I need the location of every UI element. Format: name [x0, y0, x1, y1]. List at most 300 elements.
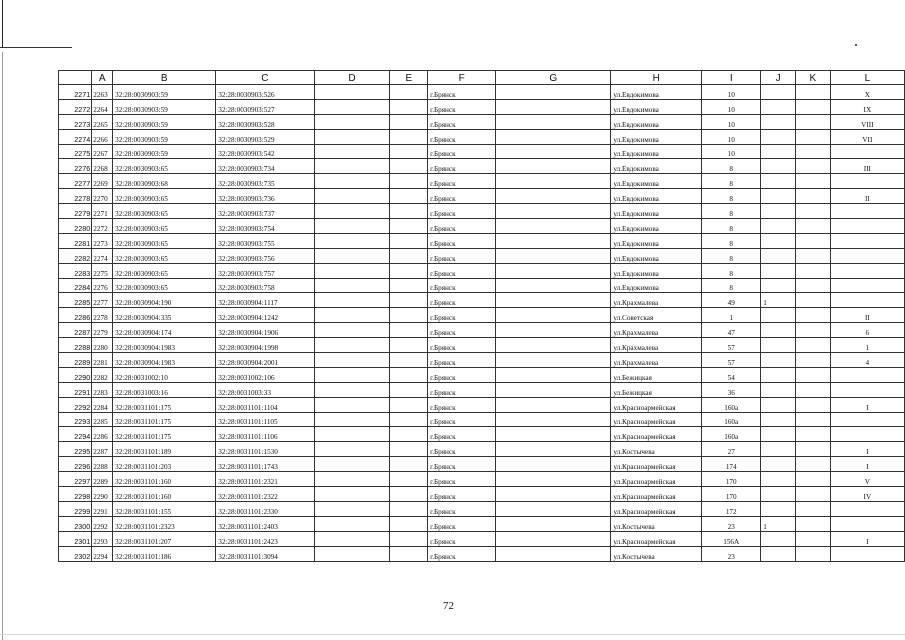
cell-j[interactable] — [761, 338, 796, 353]
cell-b[interactable]: 32:28:0030903:65 — [113, 159, 216, 174]
cell-b[interactable]: 32:28:0031101:186 — [113, 546, 216, 561]
cell-h[interactable]: ул.Красноармейская — [611, 472, 702, 487]
cell-k[interactable] — [795, 144, 830, 159]
cell-l[interactable]: I — [830, 397, 904, 412]
cell-j[interactable] — [761, 278, 796, 293]
cell-b[interactable]: 32:28:0030903:59 — [113, 85, 216, 100]
cell-g[interactable] — [496, 323, 611, 338]
cell-c[interactable]: 32:28:0031101:1106 — [216, 427, 314, 442]
cell-b[interactable]: 32:28:0031101:175 — [113, 412, 216, 427]
cell-e[interactable] — [390, 189, 428, 204]
cell-l[interactable]: III — [830, 159, 904, 174]
cell-d[interactable] — [314, 85, 390, 100]
row-number[interactable]: 2283 — [59, 263, 92, 278]
cell-g[interactable] — [496, 338, 611, 353]
cell-d[interactable] — [314, 323, 390, 338]
column-header[interactable]: D — [314, 71, 390, 85]
cell-f[interactable]: г.Брянск — [428, 353, 496, 368]
cell-k[interactable] — [795, 412, 830, 427]
cell-a[interactable]: 2266 — [92, 129, 113, 144]
cell-a[interactable]: 2292 — [92, 516, 113, 531]
cell-e[interactable] — [390, 442, 428, 457]
cell-b[interactable]: 32:28:0030903:65 — [113, 233, 216, 248]
cell-e[interactable] — [390, 531, 428, 546]
cell-l[interactable]: V — [830, 472, 904, 487]
cell-b[interactable]: 32:28:0030903:59 — [113, 114, 216, 129]
cell-j[interactable]: 1 — [761, 293, 796, 308]
cell-h[interactable]: ул.Красноармейская — [611, 412, 702, 427]
column-header[interactable]: I — [702, 71, 761, 85]
cell-a[interactable]: 2285 — [92, 412, 113, 427]
cell-b[interactable]: 32:28:0030903:65 — [113, 219, 216, 234]
cell-e[interactable] — [390, 248, 428, 263]
cell-i[interactable]: 57 — [702, 338, 761, 353]
cell-e[interactable] — [390, 204, 428, 219]
cell-b[interactable]: 32:28:0030904:1983 — [113, 353, 216, 368]
cell-a[interactable]: 2283 — [92, 382, 113, 397]
cell-i[interactable]: 36 — [702, 382, 761, 397]
cell-h[interactable]: ул.Евдокимова — [611, 99, 702, 114]
cell-c[interactable]: 32:28:0031101:1530 — [216, 442, 314, 457]
cell-d[interactable] — [314, 233, 390, 248]
cell-k[interactable] — [795, 85, 830, 100]
cell-h[interactable]: ул.Евдокимова — [611, 114, 702, 129]
cell-a[interactable]: 2291 — [92, 501, 113, 516]
cell-j[interactable] — [761, 204, 796, 219]
cell-j[interactable] — [761, 382, 796, 397]
cell-i[interactable]: 23 — [702, 516, 761, 531]
cell-e[interactable] — [390, 278, 428, 293]
cell-a[interactable]: 2290 — [92, 487, 113, 502]
cell-l[interactable]: 4 — [830, 353, 904, 368]
cell-k[interactable] — [795, 457, 830, 472]
cell-f[interactable]: г.Брянск — [428, 427, 496, 442]
cell-a[interactable]: 2263 — [92, 85, 113, 100]
cell-g[interactable] — [496, 308, 611, 323]
cell-j[interactable] — [761, 472, 796, 487]
cell-e[interactable] — [390, 367, 428, 382]
cell-h[interactable]: ул.Советская — [611, 308, 702, 323]
cell-j[interactable] — [761, 353, 796, 368]
cell-c[interactable]: 32:28:0031101:3094 — [216, 546, 314, 561]
cell-b[interactable]: 32:28:0030903:68 — [113, 174, 216, 189]
cell-f[interactable]: г.Брянск — [428, 457, 496, 472]
cell-j[interactable] — [761, 263, 796, 278]
row-number[interactable]: 2287 — [59, 323, 92, 338]
row-number[interactable]: 2297 — [59, 472, 92, 487]
cell-l[interactable]: 6 — [830, 323, 904, 338]
cell-b[interactable]: 32:28:0030903:59 — [113, 129, 216, 144]
row-number[interactable]: 2296 — [59, 457, 92, 472]
cell-d[interactable] — [314, 427, 390, 442]
cell-g[interactable] — [496, 442, 611, 457]
cell-f[interactable]: г.Брянск — [428, 174, 496, 189]
cell-b[interactable]: 32:28:0030904:335 — [113, 308, 216, 323]
cell-b[interactable]: 32:28:0031101:155 — [113, 501, 216, 516]
cell-g[interactable] — [496, 487, 611, 502]
cell-b[interactable]: 32:28:0031101:2323 — [113, 516, 216, 531]
cell-g[interactable] — [496, 204, 611, 219]
cell-c[interactable]: 32:28:0031002:106 — [216, 367, 314, 382]
cell-i[interactable]: 8 — [702, 204, 761, 219]
cell-a[interactable]: 2293 — [92, 531, 113, 546]
cell-g[interactable] — [496, 129, 611, 144]
cell-c[interactable]: 32:28:0031101:1104 — [216, 397, 314, 412]
cell-l[interactable]: IX — [830, 99, 904, 114]
cell-i[interactable]: 8 — [702, 219, 761, 234]
cell-i[interactable]: 8 — [702, 248, 761, 263]
cell-c[interactable]: 32:28:0030903:542 — [216, 144, 314, 159]
cell-a[interactable]: 2264 — [92, 99, 113, 114]
cell-a[interactable]: 2269 — [92, 174, 113, 189]
cell-b[interactable]: 32:28:0030904:190 — [113, 293, 216, 308]
row-number[interactable]: 2277 — [59, 174, 92, 189]
cell-g[interactable] — [496, 353, 611, 368]
column-header[interactable]: C — [216, 71, 314, 85]
cell-k[interactable] — [795, 367, 830, 382]
cell-g[interactable] — [496, 293, 611, 308]
row-number[interactable]: 2295 — [59, 442, 92, 457]
cell-k[interactable] — [795, 204, 830, 219]
cell-k[interactable] — [795, 189, 830, 204]
cell-f[interactable]: г.Брянск — [428, 472, 496, 487]
cell-l[interactable]: VII — [830, 129, 904, 144]
cell-d[interactable] — [314, 248, 390, 263]
row-number[interactable]: 2302 — [59, 546, 92, 561]
cell-c[interactable]: 32:28:0031003:33 — [216, 382, 314, 397]
cell-g[interactable] — [496, 427, 611, 442]
cell-d[interactable] — [314, 99, 390, 114]
cell-h[interactable]: ул.Крахмалева — [611, 323, 702, 338]
cell-i[interactable]: 174 — [702, 457, 761, 472]
cell-k[interactable] — [795, 442, 830, 457]
cell-i[interactable]: 156А — [702, 531, 761, 546]
cell-c[interactable]: 32:28:0030903:528 — [216, 114, 314, 129]
column-header[interactable]: E — [390, 71, 428, 85]
cell-d[interactable] — [314, 367, 390, 382]
cell-d[interactable] — [314, 144, 390, 159]
cell-f[interactable]: г.Брянск — [428, 204, 496, 219]
cell-f[interactable]: г.Брянск — [428, 308, 496, 323]
cell-b[interactable]: 32:28:0030903:65 — [113, 278, 216, 293]
cell-h[interactable]: ул.Красноармейская — [611, 457, 702, 472]
cell-h[interactable]: ул.Бежицкая — [611, 367, 702, 382]
cell-g[interactable] — [496, 189, 611, 204]
cell-j[interactable] — [761, 531, 796, 546]
cell-b[interactable]: 32:28:0030903:65 — [113, 189, 216, 204]
cell-g[interactable] — [496, 159, 611, 174]
cell-f[interactable]: г.Брянск — [428, 382, 496, 397]
cell-c[interactable]: 32:28:0031101:1743 — [216, 457, 314, 472]
cell-k[interactable] — [795, 382, 830, 397]
cell-d[interactable] — [314, 159, 390, 174]
cell-b[interactable]: 32:28:0030903:59 — [113, 144, 216, 159]
cell-k[interactable] — [795, 174, 830, 189]
cell-i[interactable]: 170 — [702, 472, 761, 487]
cell-a[interactable]: 2279 — [92, 323, 113, 338]
cell-k[interactable] — [795, 278, 830, 293]
row-number[interactable]: 2288 — [59, 338, 92, 353]
cell-k[interactable] — [795, 114, 830, 129]
cell-i[interactable]: 8 — [702, 159, 761, 174]
row-number[interactable]: 2285 — [59, 293, 92, 308]
cell-e[interactable] — [390, 382, 428, 397]
row-number[interactable]: 2299 — [59, 501, 92, 516]
cell-j[interactable] — [761, 219, 796, 234]
cell-d[interactable] — [314, 114, 390, 129]
cell-l[interactable]: VIII — [830, 114, 904, 129]
row-number[interactable]: 2290 — [59, 367, 92, 382]
cell-c[interactable]: 32:28:0030903:757 — [216, 263, 314, 278]
cell-g[interactable] — [496, 85, 611, 100]
cell-l[interactable] — [830, 367, 904, 382]
cell-h[interactable]: ул.Красноармейская — [611, 487, 702, 502]
cell-c[interactable]: 32:28:0030903:734 — [216, 159, 314, 174]
cell-a[interactable]: 2271 — [92, 204, 113, 219]
cell-k[interactable] — [795, 159, 830, 174]
cell-k[interactable] — [795, 516, 830, 531]
cell-k[interactable] — [795, 233, 830, 248]
cell-k[interactable] — [795, 248, 830, 263]
cell-g[interactable] — [496, 516, 611, 531]
row-number[interactable]: 2284 — [59, 278, 92, 293]
cell-j[interactable] — [761, 233, 796, 248]
cell-e[interactable] — [390, 501, 428, 516]
cell-k[interactable] — [795, 263, 830, 278]
cell-h[interactable]: ул.Костычева — [611, 516, 702, 531]
cell-j[interactable] — [761, 487, 796, 502]
row-number[interactable]: 2274 — [59, 129, 92, 144]
cell-e[interactable] — [390, 174, 428, 189]
cell-h[interactable]: ул.Евдокимова — [611, 219, 702, 234]
cell-k[interactable] — [795, 99, 830, 114]
cell-c[interactable]: 32:28:0030903:754 — [216, 219, 314, 234]
cell-h[interactable]: ул.Красноармейская — [611, 531, 702, 546]
cell-k[interactable] — [795, 219, 830, 234]
cell-j[interactable] — [761, 159, 796, 174]
cell-h[interactable]: ул.Евдокимова — [611, 248, 702, 263]
cell-l[interactable] — [830, 278, 904, 293]
cell-b[interactable]: 32:28:0031101:160 — [113, 472, 216, 487]
cell-e[interactable] — [390, 219, 428, 234]
cell-j[interactable] — [761, 144, 796, 159]
cell-g[interactable] — [496, 531, 611, 546]
cell-g[interactable] — [496, 472, 611, 487]
cell-b[interactable]: 32:28:0031101:175 — [113, 397, 216, 412]
cell-a[interactable]: 2286 — [92, 427, 113, 442]
row-number[interactable]: 2292 — [59, 397, 92, 412]
cell-h[interactable]: ул.Красноармейская — [611, 501, 702, 516]
cell-l[interactable]: X — [830, 85, 904, 100]
cell-h[interactable]: ул.Евдокимова — [611, 144, 702, 159]
cell-k[interactable] — [795, 323, 830, 338]
cell-d[interactable] — [314, 442, 390, 457]
cell-l[interactable] — [830, 144, 904, 159]
cell-a[interactable]: 2280 — [92, 338, 113, 353]
cell-h[interactable]: ул.Красноармейская — [611, 397, 702, 412]
cell-l[interactable] — [830, 204, 904, 219]
cell-j[interactable] — [761, 442, 796, 457]
cell-i[interactable]: 8 — [702, 189, 761, 204]
cell-e[interactable] — [390, 457, 428, 472]
cell-j[interactable] — [761, 546, 796, 561]
cell-j[interactable] — [761, 129, 796, 144]
cell-f[interactable]: г.Брянск — [428, 129, 496, 144]
row-number[interactable]: 2301 — [59, 531, 92, 546]
corner-cell[interactable] — [59, 71, 92, 85]
column-header[interactable]: K — [795, 71, 830, 85]
cell-a[interactable]: 2275 — [92, 263, 113, 278]
cell-i[interactable]: 27 — [702, 442, 761, 457]
cell-i[interactable]: 49 — [702, 293, 761, 308]
cell-j[interactable] — [761, 412, 796, 427]
cell-d[interactable] — [314, 219, 390, 234]
cell-l[interactable] — [830, 427, 904, 442]
cell-h[interactable]: ул.Бежицкая — [611, 382, 702, 397]
cell-j[interactable] — [761, 397, 796, 412]
cell-h[interactable]: ул.Костычева — [611, 442, 702, 457]
cell-f[interactable]: г.Брянск — [428, 338, 496, 353]
cell-d[interactable] — [314, 308, 390, 323]
cell-h[interactable]: ул.Евдокимова — [611, 189, 702, 204]
cell-k[interactable] — [795, 531, 830, 546]
cell-g[interactable] — [496, 114, 611, 129]
cell-l[interactable] — [830, 263, 904, 278]
cell-i[interactable]: 10 — [702, 129, 761, 144]
cell-j[interactable] — [761, 501, 796, 516]
cell-d[interactable] — [314, 531, 390, 546]
cell-g[interactable] — [496, 233, 611, 248]
row-number[interactable]: 2275 — [59, 144, 92, 159]
cell-l[interactable] — [830, 412, 904, 427]
cell-i[interactable]: 23 — [702, 546, 761, 561]
cell-c[interactable]: 32:28:0031101:2330 — [216, 501, 314, 516]
cell-f[interactable]: г.Брянск — [428, 397, 496, 412]
cell-i[interactable]: 47 — [702, 323, 761, 338]
cell-c[interactable]: 32:28:0031101:2321 — [216, 472, 314, 487]
cell-i[interactable]: 8 — [702, 263, 761, 278]
cell-i[interactable]: 8 — [702, 174, 761, 189]
cell-j[interactable] — [761, 99, 796, 114]
cell-d[interactable] — [314, 189, 390, 204]
row-number[interactable]: 2293 — [59, 412, 92, 427]
cell-k[interactable] — [795, 487, 830, 502]
cell-b[interactable]: 32:28:0030904:1983 — [113, 338, 216, 353]
cell-f[interactable]: г.Брянск — [428, 85, 496, 100]
cell-j[interactable]: 1 — [761, 516, 796, 531]
cell-j[interactable] — [761, 367, 796, 382]
cell-a[interactable]: 2282 — [92, 367, 113, 382]
cell-g[interactable] — [496, 382, 611, 397]
cell-e[interactable] — [390, 263, 428, 278]
column-header[interactable]: G — [496, 71, 611, 85]
cell-j[interactable] — [761, 189, 796, 204]
cell-g[interactable] — [496, 501, 611, 516]
cell-f[interactable]: г.Брянск — [428, 99, 496, 114]
cell-a[interactable]: 2294 — [92, 546, 113, 561]
cell-b[interactable]: 32:28:0031101:175 — [113, 427, 216, 442]
cell-c[interactable]: 32:28:0031101:2322 — [216, 487, 314, 502]
cell-g[interactable] — [496, 397, 611, 412]
cell-f[interactable]: г.Брянск — [428, 546, 496, 561]
cell-c[interactable]: 32:28:0031101:2403 — [216, 516, 314, 531]
cell-d[interactable] — [314, 412, 390, 427]
cell-c[interactable]: 32:28:0030904:1242 — [216, 308, 314, 323]
cell-g[interactable] — [496, 174, 611, 189]
cell-l[interactable] — [830, 248, 904, 263]
cell-l[interactable] — [830, 516, 904, 531]
cell-f[interactable]: г.Брянск — [428, 501, 496, 516]
row-number[interactable]: 2273 — [59, 114, 92, 129]
cell-i[interactable]: 8 — [702, 278, 761, 293]
cell-i[interactable]: 172 — [702, 501, 761, 516]
row-number[interactable]: 2280 — [59, 219, 92, 234]
cell-c[interactable]: 32:28:0030904:1906 — [216, 323, 314, 338]
cell-d[interactable] — [314, 204, 390, 219]
cell-a[interactable]: 2289 — [92, 472, 113, 487]
cell-b[interactable]: 32:28:0030904:174 — [113, 323, 216, 338]
cell-k[interactable] — [795, 338, 830, 353]
cell-a[interactable]: 2268 — [92, 159, 113, 174]
cell-f[interactable]: г.Брянск — [428, 159, 496, 174]
cell-k[interactable] — [795, 293, 830, 308]
cell-k[interactable] — [795, 472, 830, 487]
cell-f[interactable]: г.Брянск — [428, 263, 496, 278]
cell-j[interactable] — [761, 174, 796, 189]
cell-c[interactable]: 32:28:0030903:529 — [216, 129, 314, 144]
cell-g[interactable] — [496, 367, 611, 382]
cell-l[interactable] — [830, 501, 904, 516]
cell-b[interactable]: 32:28:0030903:65 — [113, 204, 216, 219]
cell-i[interactable]: 160а — [702, 397, 761, 412]
cell-a[interactable]: 2273 — [92, 233, 113, 248]
cell-j[interactable] — [761, 308, 796, 323]
cell-c[interactable]: 32:28:0030903:755 — [216, 233, 314, 248]
cell-h[interactable]: ул.Евдокимова — [611, 174, 702, 189]
cell-a[interactable]: 2288 — [92, 457, 113, 472]
cell-i[interactable]: 10 — [702, 99, 761, 114]
row-number[interactable]: 2271 — [59, 85, 92, 100]
cell-i[interactable]: 10 — [702, 144, 761, 159]
cell-i[interactable]: 160а — [702, 412, 761, 427]
row-number[interactable]: 2278 — [59, 189, 92, 204]
cell-f[interactable]: г.Брянск — [428, 189, 496, 204]
cell-g[interactable] — [496, 99, 611, 114]
cell-f[interactable]: г.Брянск — [428, 293, 496, 308]
cell-d[interactable] — [314, 397, 390, 412]
cell-c[interactable]: 32:28:0030903:527 — [216, 99, 314, 114]
cell-d[interactable] — [314, 382, 390, 397]
cell-e[interactable] — [390, 353, 428, 368]
cell-i[interactable]: 160а — [702, 427, 761, 442]
cell-k[interactable] — [795, 397, 830, 412]
cell-l[interactable] — [830, 293, 904, 308]
cell-h[interactable]: ул.Евдокимова — [611, 129, 702, 144]
cell-k[interactable] — [795, 308, 830, 323]
cell-f[interactable]: г.Брянск — [428, 144, 496, 159]
cell-d[interactable] — [314, 487, 390, 502]
cell-g[interactable] — [496, 263, 611, 278]
row-number[interactable]: 2286 — [59, 308, 92, 323]
cell-f[interactable]: г.Брянск — [428, 367, 496, 382]
cell-h[interactable]: ул.Евдокимова — [611, 278, 702, 293]
cell-c[interactable]: 32:28:0030904:2001 — [216, 353, 314, 368]
cell-h[interactable]: ул.Крахмалева — [611, 293, 702, 308]
cell-e[interactable] — [390, 129, 428, 144]
row-number[interactable]: 2276 — [59, 159, 92, 174]
cell-d[interactable] — [314, 457, 390, 472]
cell-j[interactable] — [761, 248, 796, 263]
